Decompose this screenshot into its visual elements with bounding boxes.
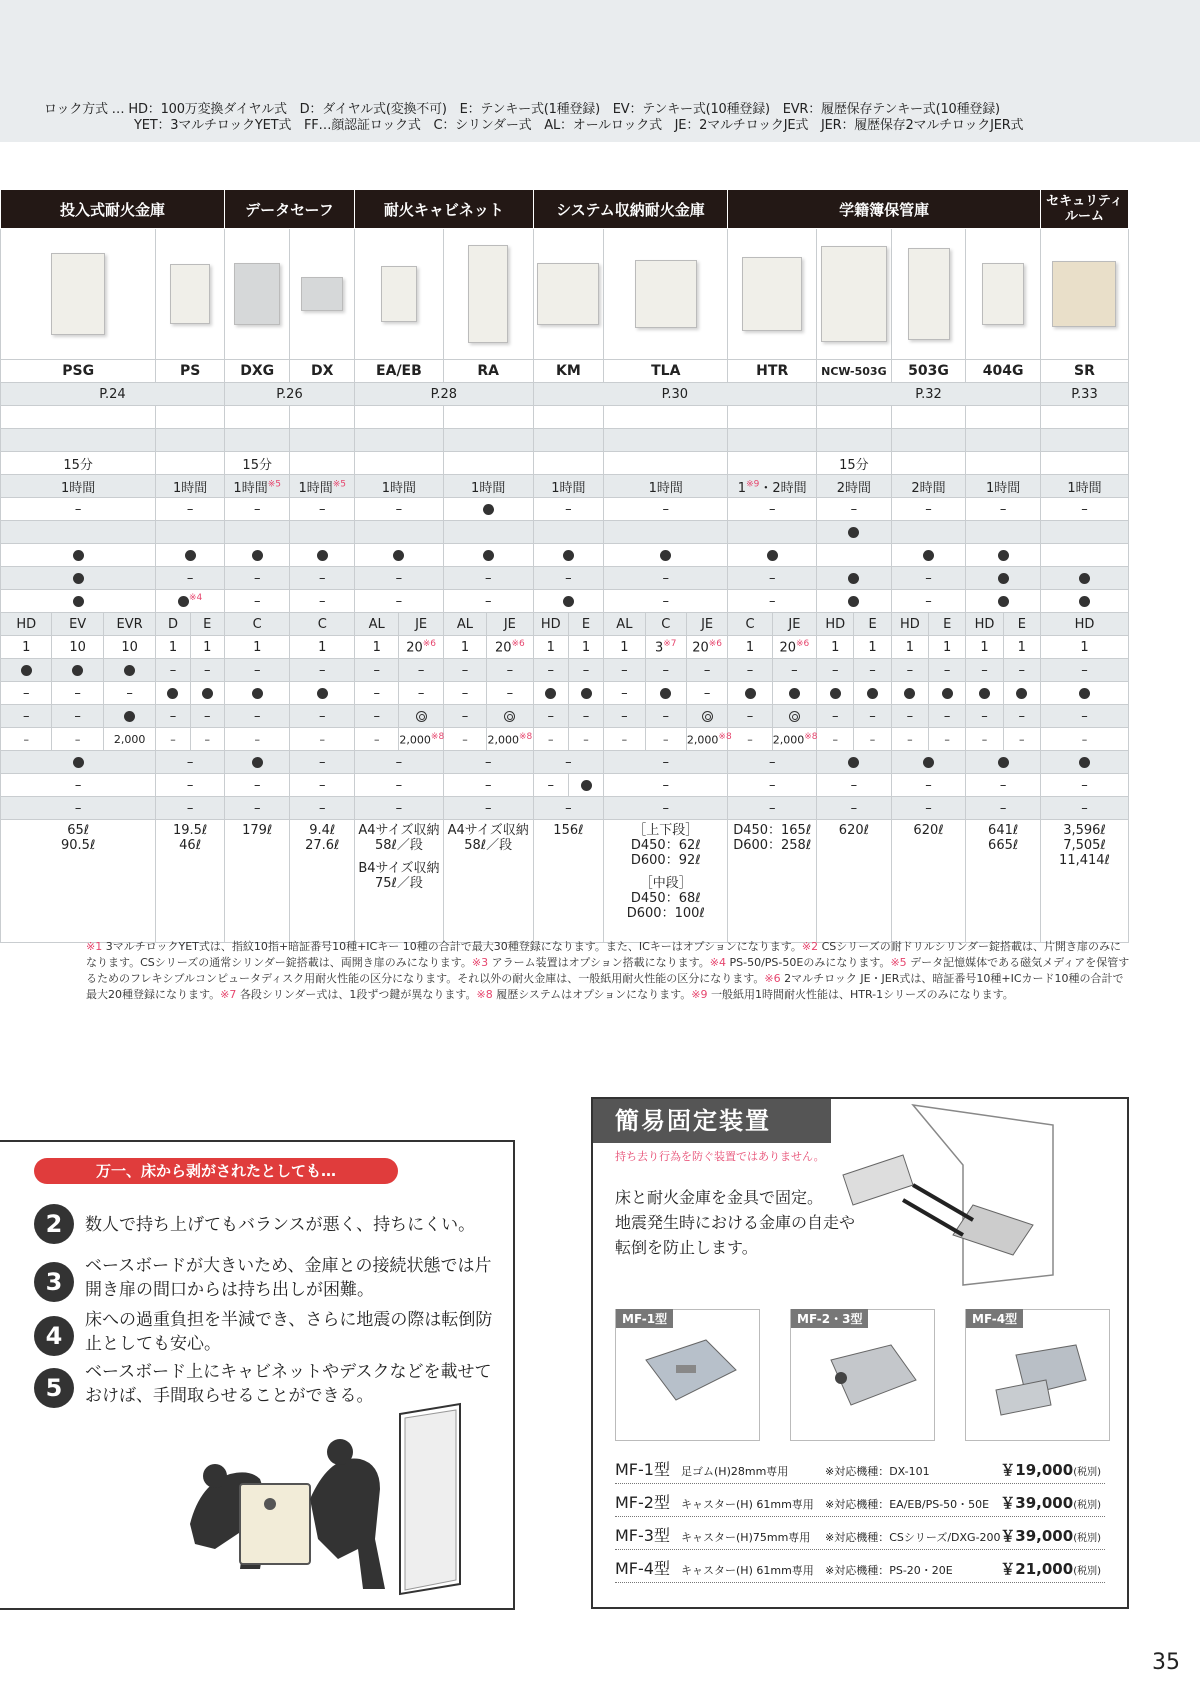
- feature-row: – – – – – – – – – – – – –: [1, 774, 1129, 797]
- fire-hour-row: [1, 475, 1129, 498]
- point-item: 3 ベースボードが大きいため、金庫との接続状態では片開き扉の間口からは持ち出しが困難。: [34, 1254, 504, 1302]
- model-ps: PS: [156, 360, 225, 383]
- model-dx: DX: [290, 360, 355, 383]
- cat-security-room: セキュリティルーム: [1040, 190, 1128, 229]
- lock-legend: [0, 0, 1200, 142]
- model-tla: TLA: [604, 360, 728, 383]
- feature-row: – – – – – – – – –: [1, 682, 1129, 705]
- cell-value: 1時間: [533, 475, 604, 498]
- cat-data-safe: データセーフ: [224, 190, 354, 229]
- model-503g: 503G: [891, 360, 966, 383]
- mf-4-image: [966, 1310, 1109, 1440]
- spec-table: [0, 189, 1129, 943]
- cell-value: 1時間: [1040, 475, 1128, 498]
- img-ps: [156, 229, 225, 360]
- capacity-cell: 620ℓ: [891, 820, 966, 943]
- model-psg: PSG: [1, 360, 156, 383]
- capacity-cell: 65ℓ 90.5ℓ: [1, 820, 156, 943]
- page-row: [1, 383, 1129, 406]
- double-circle-mark: [416, 711, 427, 722]
- capacity-cell: 156ℓ: [533, 820, 604, 943]
- model-dxg: DXG: [224, 360, 290, 383]
- product-image-row: [1, 229, 1129, 360]
- img-tla: [604, 229, 728, 360]
- fire-15min-row: [1, 452, 1129, 475]
- model-ncw: NCW-503G: [817, 360, 892, 383]
- model-row: [1, 360, 1129, 383]
- mf-2-3-card: MF-2・3型: [790, 1309, 935, 1441]
- img-km: [533, 229, 604, 360]
- anti-theft-panel: [0, 1140, 515, 1610]
- price-row: MF-2型 キャスター(H) 61mm専用 ※対応機種：EA/EB/PS-50・50E ￥39,000(税別): [615, 1490, 1105, 1517]
- model-htr: HTR: [728, 360, 817, 383]
- panel-subtitle: 持ち去り行為を防ぐ装置ではありません。: [615, 1150, 825, 1163]
- double-circle-mark: [702, 711, 713, 722]
- cell-value: 1時間: [156, 475, 225, 498]
- panel-title: 簡易固定装置: [593, 1099, 831, 1143]
- point-item: 5 ベースボード上にキャビネットやデスクなどを載せておけば、手間取らせることができる。: [34, 1360, 504, 1408]
- price-row: MF-1型 足ゴム(H)28mm専用 ※対応機種：DX-101 ￥19,000(税別): [615, 1457, 1105, 1484]
- img-sr: [1040, 229, 1128, 360]
- history-row: – – 2,000 – – – – – 2,000$^{※8}$ – 2,000$^{※8}$ – – – – 2,000$^{※8}$ – 2,000$^{※8}$ – – – – – – –: [1, 728, 1129, 751]
- capacity-cell: ［上下段］ D450：62ℓ D600：92ℓ ［中段］ D450：68ℓ D600：100ℓ: [604, 820, 728, 943]
- page-ref: P.26: [224, 383, 354, 406]
- model-km: KM: [533, 360, 604, 383]
- cell-value: 15分: [1, 452, 156, 475]
- point-item: 4 床への過重負担を半減でき、さらに地震の際は転倒防止としても安心。: [34, 1308, 504, 1356]
- cell-value: 1$^{※9}$・2時間: [728, 475, 817, 498]
- capacity-cell: 620ℓ: [817, 820, 892, 943]
- model-ra: RA: [443, 360, 533, 383]
- panel-description: 床と耐火金庫を金具で固定。 地震発生時における金庫の自走や 転倒を防止します。: [615, 1188, 856, 1257]
- cell-value: 1時間: [355, 475, 444, 498]
- legend-line-1: ロック方式 … HD：100万変換ダイヤル式 D：ダイヤル式(変換不可) E：テンキー式(1種登録) EV：テンキー式(10種登録) EVR：履歴保存テンキー式(10種登録): [44, 102, 1000, 117]
- img-404g: [966, 229, 1041, 360]
- img-dx: [290, 229, 355, 360]
- page-number: 35: [1152, 1650, 1180, 1675]
- img-dxg: [224, 229, 290, 360]
- capacity-cell: 9.4ℓ 27.6ℓ: [290, 820, 355, 943]
- point-item: 2 数人で持ち上げてもバランスが悪く、持ちにくい。: [34, 1206, 504, 1237]
- mf-4-card: MF-4型: [965, 1309, 1110, 1441]
- cell-value: 1時間$^{※5}$: [290, 475, 355, 498]
- capacity-cell: A4サイズ収納 58ℓ／段 B4サイズ収納 75ℓ／段: [355, 820, 444, 943]
- cat-fire-cabinet: 耐火キャビネット: [355, 190, 534, 229]
- mf-2-3-image: [791, 1310, 934, 1440]
- cell-value: 1時間: [443, 475, 533, 498]
- cat-fire-safe: 投入式耐火金庫: [1, 190, 225, 229]
- legend-line-2: YET：3マルチロックYET式 FF…顔認証ロック式 C：シリンダー式 AL：オールロック式 JE：2マルチロックJE式 JER：履歴保存2マルチロックJER式: [134, 118, 1024, 133]
- blank-row: [1, 429, 1129, 452]
- cell-value: 15分: [224, 452, 290, 475]
- feature-row: – – – – – – – – – – – –: [1, 498, 1129, 521]
- cell-value: 1時間: [1, 475, 156, 498]
- model-sr: SR: [1040, 360, 1128, 383]
- device-illustration: [843, 1105, 1123, 1285]
- blank-row: [1, 406, 1129, 429]
- img-htr: [728, 229, 817, 360]
- img-503g: [891, 229, 966, 360]
- capacity-row: [1, 820, 1129, 943]
- mf-1-card: MF-1型: [615, 1309, 760, 1441]
- category-row: [1, 190, 1129, 229]
- img-psg: [1, 229, 156, 360]
- page-ref: P.33: [1040, 383, 1128, 406]
- capacity-cell: 3,596ℓ 7,505ℓ 11,414ℓ: [1040, 820, 1128, 943]
- page-ref: P.30: [533, 383, 816, 406]
- page-ref: P.28: [355, 383, 534, 406]
- feature-row: [1, 521, 1129, 544]
- page-ref: P.32: [817, 383, 1041, 406]
- dot-mark: [848, 527, 859, 538]
- cell-value: 2時間: [891, 475, 966, 498]
- cell-value: 15分: [817, 452, 892, 475]
- capacity-cell: 641ℓ 665ℓ: [966, 820, 1041, 943]
- capacity-cell: 19.5ℓ 46ℓ: [156, 820, 225, 943]
- cat-system-safe: システム収納耐火金庫: [533, 190, 728, 229]
- cat-record-safe: 学籍簿保管庫: [728, 190, 1041, 229]
- feature-row: – – – – – – – – –: [1, 567, 1129, 590]
- price-row: MF-3型 キャスター(H)75mm専用 ※対応機種：CSシリーズ/DXG-200 ￥39,000(税別): [615, 1523, 1105, 1550]
- cell-value: 1時間$^{※5}$: [224, 475, 290, 498]
- feature-row: – – – – – – – – – – – – – – – – – – – –: [1, 705, 1129, 728]
- img-ra: [443, 229, 533, 360]
- capacity-cell: D450：165ℓ D600：258ℓ: [728, 820, 817, 943]
- capacity-cell: 179ℓ: [224, 820, 290, 943]
- panel-headline: 万一、床から剥がされたとしても…: [34, 1158, 398, 1184]
- capacity-cell: A4サイズ収納 58ℓ／段: [443, 820, 533, 943]
- fixing-device-panel: [591, 1097, 1129, 1609]
- lock-type-row: HD EV EVR D E C C AL JE AL JE HD E AL C JE C JE HD E HD E HD E HD: [1, 613, 1129, 636]
- mf-1-image: [616, 1310, 759, 1440]
- feature-row: – – – – – – –: [1, 751, 1129, 774]
- footnotes: ※1 3マルチロックYET式は、指紋10指+暗証番号10種+ICキー 10種の合計で最大30種登録になります。また、ICキーはオプションになります。※2 CSシリーズの耐ドリルシリンダー錠搭載は、片開き扉のみになります。CSシリーズの通常シリンダー錠搭載は、両開き扉のみになります。※3 アラーム装置はオプション搭載になります。※4 PS-50/PS-50Eのみになります。※5 データ記憶媒体である磁気メディアを保管するためのフレキシブルコンピュータディスク用耐火性能の区分になります。それ以外の耐火金庫は、一般紙用耐火性能の区分になります。※6 2マルチロック JE・JER式は、暗証番号10種+ICカード10種の合計で最大20種登録になります。※7 各段シリンダー式は、1段ずつ鍵が異なります。※8 履歴システムはオプションになります。※9 一般紙用1時間耐火性能は、HTR-1シリーズのみになります。: [86, 940, 1130, 1001]
- feature-row: [1, 544, 1129, 567]
- double-circle-mark: [504, 711, 515, 722]
- feature-row: – – – – – – – – – – – – – – – – – – – – – –: [1, 659, 1129, 682]
- cell-value: 2時間: [817, 475, 892, 498]
- img-ncw: [817, 229, 892, 360]
- img-eaeb: [355, 229, 444, 360]
- cell-value: 1時間: [966, 475, 1041, 498]
- feature-row: – – – – – – – – – – – – –: [1, 797, 1129, 820]
- cell-value: 1時間: [604, 475, 728, 498]
- double-circle-mark: [789, 711, 800, 722]
- registration-row: 1 10 10 1 1 1 1 1 20$^{※6}$ 1 20$^{※6}$ 1 1 1 3$^{※7}$ 20$^{※6}$ 1 20$^{※6}$ 1 1 1 1 1 1 1: [1, 636, 1129, 659]
- people-lifting-illustration: [170, 1404, 490, 1604]
- model-eaeb: EA/EB: [355, 360, 444, 383]
- price-row: MF-4型 キャスター(H) 61mm専用 ※対応機種：PS-20・20E ￥21,000(税別): [615, 1556, 1105, 1583]
- feature-row: $^{※4}$ – – – – – – –: [1, 590, 1129, 613]
- model-404g: 404G: [966, 360, 1041, 383]
- page-ref: P.24: [1, 383, 225, 406]
- dot-mark: [483, 504, 494, 515]
